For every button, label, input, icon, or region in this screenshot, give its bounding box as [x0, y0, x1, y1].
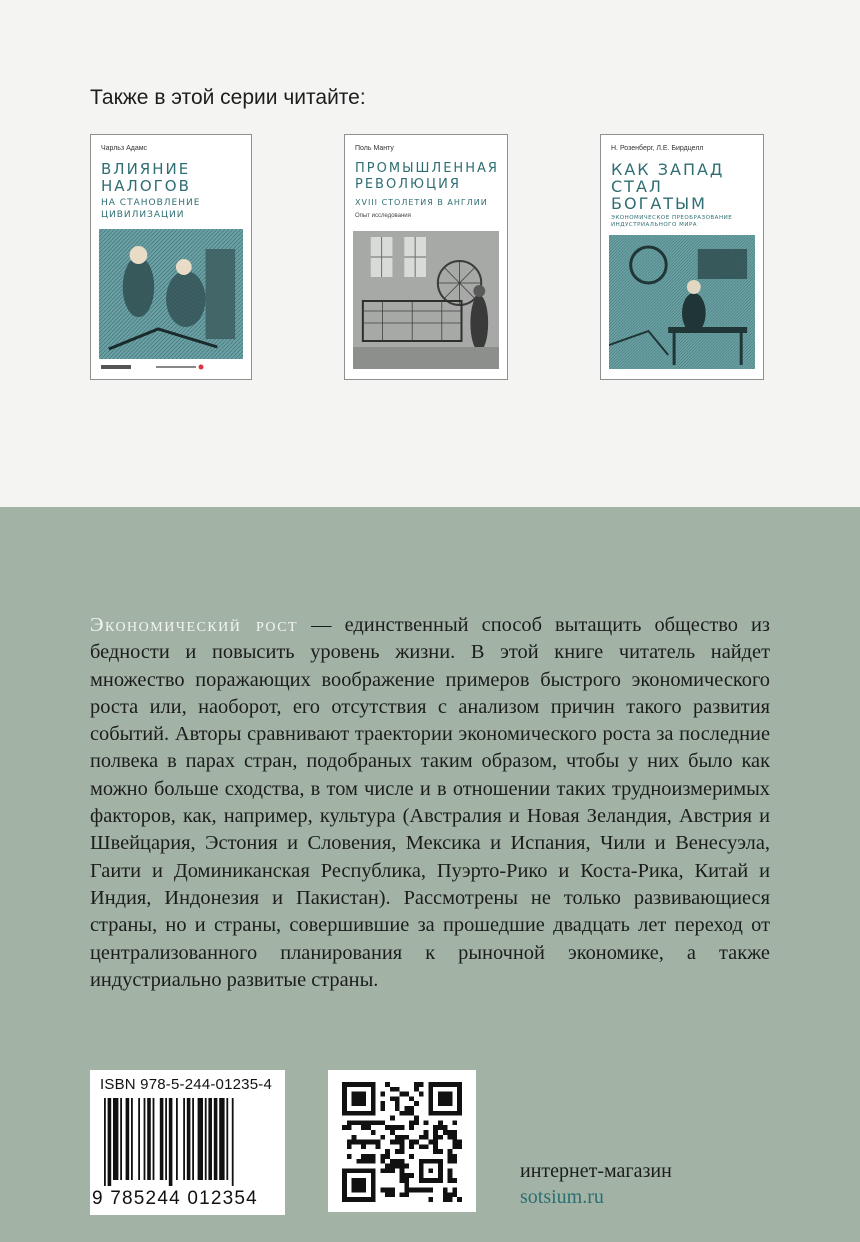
store-info	[520, 1158, 672, 1210]
book-author: Чарльз Адамс	[101, 145, 148, 152]
publisher-logo	[101, 363, 211, 371]
description-lead: Экономический рост	[90, 614, 299, 636]
isbn-digits: 9 785244 012354	[92, 1188, 258, 1209]
series-heading: Также в этой серии читайте:	[90, 86, 366, 109]
isbn-barcode	[90, 1070, 285, 1215]
description-text: — единственный способ вытащить общество из бедности и повысить уровень жизни. В этой книге читатель найдет множество поражающих воображение примеров быстрого экономического роста или, наоборот, его отсутствия с анализом причин такого развития событий. Авторы сравнивают траектории экономического роста за последние полвека в парах стран, подобраных таким образом, чтобы у них было как можно больше сходства, в том числе и в отношении таких трудноизмеримых факторов, как, например, культура (Австралия и Новая Зеландия, Австрия и Швейцария, Эстония и Словения, Мексика и Испания, Чили и Венесуэла, Гаити и Доминиканская Республика, Пуэрто-Рико и Коста-Рика, Китай и Индия, Индонезия и Пакистан). Рассмотрены не только развивающиеся страны, но и страны, совершившие за прошедшие двадцать лет переход от централизованного планирования к рыночной экономике, а также индустриально развитые страны.	[90, 614, 770, 991]
book-illustration	[353, 231, 499, 369]
book-note: Опыт исследования	[355, 213, 411, 219]
book-description	[90, 612, 770, 994]
book-subtitle: НА СТАНОВЛЕНИЕ ЦИВИЛИЗАЦИИ	[101, 198, 201, 220]
book-illustration	[99, 229, 243, 359]
isbn-label: ISBN 978-5-244-01235-4	[100, 1076, 273, 1093]
book-cover-2	[344, 134, 508, 380]
qr-code	[328, 1070, 476, 1212]
book-illustration	[609, 235, 755, 369]
book-subtitle: XVIII СТОЛЕТИЯ В АНГЛИИ	[355, 198, 488, 207]
barcode-icon	[104, 1098, 279, 1186]
book-subtitle: ЭКОНОМИЧЕСКОЕ ПРЕОБРАЗОВАНИЕ ИНДУСТРИАЛЬНОГО МИРА	[611, 215, 733, 228]
book-cover-3	[600, 134, 764, 380]
book-title: КАК ЗАПАД СТАЛ БОГАТЫМ	[611, 160, 725, 213]
store-url: sotsium.ru	[520, 1186, 604, 1208]
book-cover-1	[90, 134, 252, 380]
qr-code-icon	[342, 1082, 462, 1202]
store-label: интернет-магазин	[520, 1160, 672, 1182]
book-title: ВЛИЯНИЕ НАЛОГОВ	[101, 160, 191, 195]
book-author: Н. Розенберг, Л.Е. Бирдцелл	[611, 145, 704, 152]
book-title: ПРОМЫШЛЕННАЯ РЕВОЛЮЦИЯ	[355, 161, 499, 192]
book-author: Поль Манту	[355, 145, 394, 152]
